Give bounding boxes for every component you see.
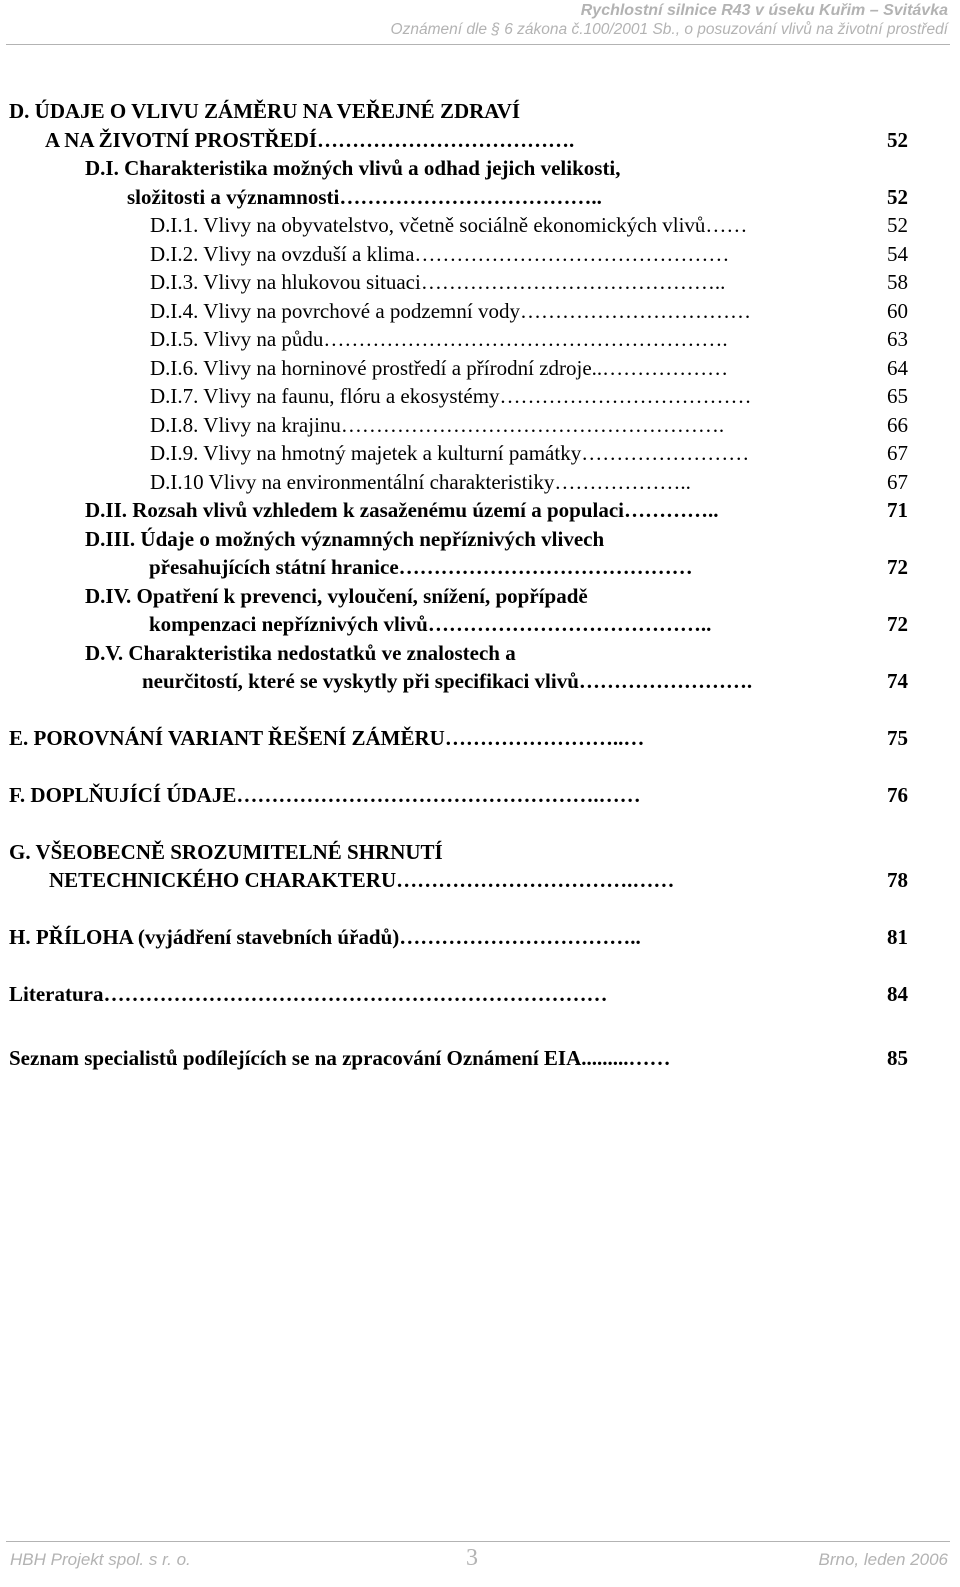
toc-entry-d-iv: D.IV. Opatření k prevenci, vyloučení, snížení, popřípadě	[85, 584, 588, 608]
toc-page-d-v: 74	[887, 669, 908, 693]
toc-entry-h: H. PŘÍLOHA (vyjádření stavebních úřadů)……………………………..	[9, 925, 641, 949]
toc-page-h: 81	[887, 925, 908, 949]
footer-company: HBH Projekt spol. s r. o.	[10, 1550, 191, 1569]
toc-entry-d-i-3: D.I.3. Vlivy na hlukovou situaci……………………………………..	[150, 270, 726, 294]
footer-place-date: Brno, leden 2006	[818, 1550, 948, 1569]
toc-entry-f: F. DOPLŇUJÍCÍ ÚDAJE…………………………………………….……	[9, 783, 641, 807]
toc-entry-e: E. POROVNÁNÍ VARIANT ŘEŠENÍ ZÁMĚRU……………………..…	[9, 726, 645, 750]
toc-page-d-i-9: 67	[887, 441, 908, 465]
toc-page-d-i-4: 60	[887, 299, 908, 323]
header-title: Rychlostní silnice R43 v úseku Kuřim – Svitávka	[580, 2, 948, 19]
toc-page-d-iii: 72	[887, 555, 908, 579]
toc-entry-d-i-1: D.I.1. Vlivy na obyvatelstvo, včetně sociálně ekonomických vlivů……	[150, 213, 748, 237]
toc-entry-d-i-6: D.I.6. Vlivy na horninové prostředí a přírodní zdroje..………………	[150, 356, 729, 380]
toc-entry-g-cont: NETECHNICKÉHO CHARAKTERU…………………………….……	[49, 868, 675, 892]
toc-entry-seznam: Seznam specialistů podílejících se na zpracování Oznámení EIA.........……	[9, 1046, 671, 1070]
toc-page-d-iv: 72	[887, 612, 908, 636]
toc-entry-d-i-cont: složitosti a významnosti………………………………..	[127, 185, 602, 209]
toc-entry-d-i: D.I. Charakteristika možných vlivů a odhad jejich velikosti,	[85, 156, 621, 180]
toc-page-g: 78	[887, 868, 908, 892]
toc-entry-d-v: D.V. Charakteristika nedostatků ve znalostech a	[85, 641, 516, 665]
toc-page-d-i-10: 67	[887, 470, 908, 494]
toc-entry-d-ii: D.II. Rozsah vlivů vzhledem k zasaženému území a populaci…………..	[85, 498, 719, 522]
toc-page-f: 76	[887, 783, 908, 807]
toc-entry-d-iv-cont: kompenzaci nepříznivých vlivů…………………………………..	[149, 612, 712, 636]
toc-page-d-i-8: 66	[887, 413, 908, 437]
toc-entry-d-i-7: D.I.7. Vlivy na faunu, flóru a ekosystémy………………………………	[150, 384, 752, 408]
footer-divider	[6, 1541, 950, 1542]
footer-page-number: 3	[466, 1545, 478, 1571]
toc-entry-d-iii: D.III. Údaje o možných významných nepříznivých vlivech	[85, 527, 605, 551]
toc-entry-d-v-cont: neurčitostí, které se vyskytly při specifikaci vlivů…………………….	[142, 669, 753, 693]
toc-page-d: 52	[887, 128, 908, 152]
toc-entry-d-i-9: D.I.9. Vlivy na hmotný majetek a kulturní památky……………………	[150, 441, 750, 465]
toc-page-d-i: 52	[887, 185, 908, 209]
toc-page-d-ii: 71	[887, 498, 908, 522]
toc-page-seznam: 85	[887, 1046, 908, 1070]
toc-entry-d-i-10: D.I.10 Vlivy na environmentální charakteristiky………………..	[150, 470, 691, 494]
header-subtitle: Oznámení dle § 6 zákona č.100/2001 Sb., o posuzování vlivů na životní prostředí	[390, 21, 948, 38]
toc-page-d-i-6: 64	[887, 356, 908, 380]
toc-entry-d-i-4: D.I.4. Vlivy na povrchové a podzemní vody……………………………	[150, 299, 751, 323]
toc-entry-d-iii-cont: přesahujících státní hranice……………………………………	[149, 555, 693, 579]
toc-page-d-i-7: 65	[887, 384, 908, 408]
toc-entry-g: G. VŠEOBECNĚ SROZUMITELNÉ SHRNUTÍ	[9, 840, 443, 864]
toc-page-d-i-5: 63	[887, 327, 908, 351]
toc-entry-d-i-2: D.I.2. Vlivy na ovzduší a klima………………………………………	[150, 242, 730, 266]
toc-entry-literatura: Literatura………………………………………………………………	[9, 982, 608, 1006]
toc-page-literatura: 84	[887, 982, 908, 1006]
toc-entry-d-i-8: D.I.8. Vlivy na krajinu……………………………………………….	[150, 413, 725, 437]
toc-entry-d-i-5: D.I.5. Vlivy na půdu………………………………………………….	[150, 327, 728, 351]
toc-page-d-i-2: 54	[887, 242, 908, 266]
toc-entry-d-cont: A NA ŽIVOTNÍ PROSTŘEDÍ……………………………….	[45, 128, 575, 152]
toc-entry-d: D. ÚDAJE O VLIVU ZÁMĚRU NA VEŘEJNÉ ZDRAVÍ	[9, 99, 521, 123]
toc-page-d-i-1: 52	[887, 213, 908, 237]
toc-page-e: 75	[887, 726, 908, 750]
toc-page-d-i-3: 58	[887, 270, 908, 294]
